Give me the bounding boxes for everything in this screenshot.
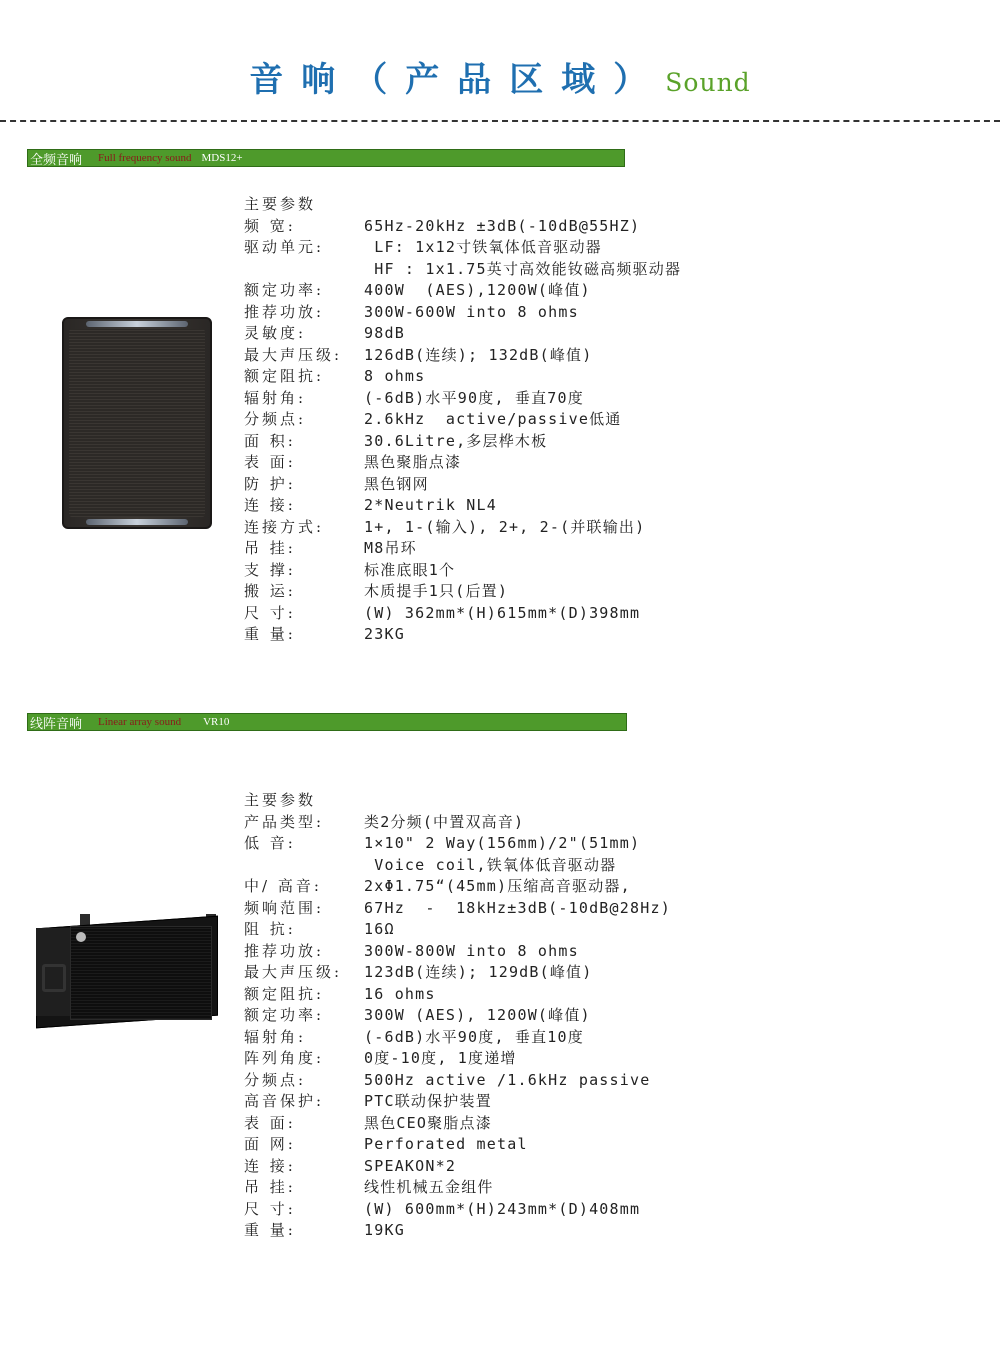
- spec-value: M8吊环: [364, 539, 417, 557]
- spec-label: 灵敏度:: [244, 324, 307, 342]
- spec-label: 连接方式:: [244, 517, 325, 536]
- spec-value: 类2分频(中置双高音): [364, 812, 525, 831]
- spec-row: [244, 898, 671, 920]
- spec-label: 表 面:: [244, 453, 296, 471]
- page-title-en: Sound: [665, 68, 751, 97]
- spec-row: [244, 1113, 671, 1135]
- page-title-cn: 音响（产品区域）: [249, 60, 666, 100]
- spec-label: 辐射角:: [244, 1027, 307, 1046]
- spec-value: (-6dB)水平90度, 垂直10度: [364, 1027, 584, 1046]
- spec-row: [244, 1070, 671, 1092]
- spec-label: 尺 寸:: [244, 603, 296, 622]
- spec-label: 防 护:: [244, 474, 296, 493]
- spec-label: 面 积:: [244, 431, 296, 450]
- spec-row: [244, 603, 681, 625]
- spec-label: 面 网:: [244, 1135, 296, 1153]
- spec-label: 频响范围:: [244, 898, 325, 917]
- spec-row: [244, 919, 671, 941]
- spec-label: 辐射角:: [244, 388, 307, 407]
- spec-label: 最大声压级:: [244, 963, 343, 981]
- spec-row: [244, 1005, 671, 1027]
- spec-row: [244, 280, 681, 302]
- spec-label: 分频点:: [244, 410, 307, 428]
- section-category-en: Full frequency sound: [98, 152, 192, 164]
- spec-value: HF : 1x1.75英寸高效能钕磁高频驱动器: [364, 259, 682, 278]
- spec-value: SPEAKON*2: [364, 1156, 457, 1175]
- spec-label: 吊 挂:: [244, 1178, 296, 1196]
- spec-value: 30.6Litre,多层桦木板: [364, 431, 548, 450]
- spec-label: 推荐功放:: [244, 941, 325, 960]
- spec-value: 2*Neutrik NL4: [364, 496, 497, 514]
- spec-heading: 主要参数: [244, 195, 317, 213]
- spec-value: 98dB: [364, 324, 405, 342]
- spec-row: [244, 962, 671, 984]
- spec-row: [244, 409, 681, 431]
- spec-label: 额定功率:: [244, 1006, 325, 1024]
- spec-value: 23KG: [364, 625, 405, 643]
- spec-label: 推荐功放:: [244, 302, 325, 321]
- spec-value: 黑色聚脂点漆: [364, 453, 462, 471]
- spec-label: 尺 寸:: [244, 1199, 296, 1218]
- spec-label: 连 接:: [244, 496, 296, 514]
- spec-value: (W) 362mm*(H)615mm*(D)398mm: [364, 603, 641, 622]
- spec-value: 123dB(连续); 129dB(峰值): [364, 963, 593, 981]
- spec-value: 400W (AES),1200W(峰值): [364, 281, 591, 299]
- section-bar-full-frequency: [27, 149, 625, 167]
- spec-row: [244, 474, 681, 496]
- page-title: [0, 52, 1000, 101]
- spec-value: 16Ω: [364, 920, 395, 938]
- spec-row: [244, 855, 671, 877]
- spec-value: 2.6kHz active/passive低通: [364, 410, 622, 428]
- spec-label: 中/ 高音:: [244, 877, 322, 895]
- section-model: VR10: [203, 716, 230, 728]
- spec-row: [244, 302, 681, 324]
- spec-value: (W) 600mm*(H)243mm*(D)408mm: [364, 1199, 641, 1218]
- spec-row: [244, 495, 681, 517]
- spec-row: [244, 1027, 671, 1049]
- spec-label: 阵列角度:: [244, 1049, 325, 1067]
- spec-value: 67Hz - 18kHz±3dB(-10dB@28Hz): [364, 898, 671, 917]
- spec-row: [244, 1091, 671, 1113]
- spec-row: [244, 1156, 671, 1178]
- spec-value: Perforated metal: [364, 1135, 528, 1153]
- spec-label: 重 量:: [244, 625, 296, 643]
- spec-value: LF: 1x12寸铁氧体低音驱动器: [364, 238, 602, 256]
- spec-label: [244, 259, 364, 281]
- section-bar-linear-array: [27, 713, 627, 731]
- spec-row: [244, 323, 681, 345]
- spec-label: 重 量:: [244, 1221, 296, 1239]
- spec-value: Voice coil,铁氧体低音驱动器: [364, 855, 617, 874]
- speaker-mds12-image: [62, 317, 212, 529]
- spec-value: 19KG: [364, 1221, 405, 1239]
- spec-label: 额定功率:: [244, 281, 325, 299]
- spec-row: [244, 1199, 671, 1221]
- spec-row: [244, 517, 681, 539]
- spec-row: [244, 1048, 671, 1070]
- spec-label: 驱动单元:: [244, 238, 325, 256]
- spec-value: 黑色CEO聚脂点漆: [364, 1113, 492, 1132]
- spec-value: 500Hz active /1.6kHz passive: [364, 1070, 651, 1089]
- spec-label: 阻 抗:: [244, 920, 296, 938]
- spec-row: [244, 1220, 671, 1242]
- spec-row: [244, 538, 681, 560]
- spec-row: [244, 452, 681, 474]
- spec-value: 黑色钢网: [364, 474, 429, 493]
- section-model: MDS12+: [201, 152, 243, 164]
- spec-row: [244, 984, 671, 1006]
- spec-label: 吊 挂:: [244, 539, 296, 557]
- speaker-vr10-image: [30, 912, 220, 1024]
- spec-value: 标准底眼1个: [364, 560, 456, 579]
- spec-value: 线性机械五金组件: [364, 1178, 494, 1196]
- section-category-cn: 线阵音响: [30, 716, 83, 732]
- spec-label: 额定阻抗:: [244, 367, 325, 385]
- spec-row: [244, 1134, 671, 1156]
- section-category-en: Linear array sound: [98, 716, 182, 728]
- spec-label: 产品类型:: [244, 812, 325, 831]
- spec-label: 分频点:: [244, 1070, 307, 1089]
- spec-row: [244, 624, 681, 646]
- spec-row: [244, 431, 681, 453]
- spec-row: [244, 833, 671, 855]
- spec-label: 连 接:: [244, 1156, 296, 1175]
- spec-label: 表 面:: [244, 1113, 296, 1132]
- spec-row: [244, 941, 671, 963]
- spec-row: [244, 1177, 671, 1199]
- spec-value: 300W-800W into 8 ohms: [364, 941, 579, 960]
- spec-row: [244, 581, 681, 603]
- spec-value: 16 ohms: [364, 984, 436, 1003]
- spec-row: [244, 812, 671, 834]
- spec-value: 300W (AES), 1200W(峰值): [364, 1006, 591, 1024]
- spec-value: 300W-600W into 8 ohms: [364, 302, 579, 321]
- spec-value: 木质提手1只(后置): [364, 582, 509, 600]
- spec-row: [244, 366, 681, 388]
- spec-label: 搬 运:: [244, 582, 296, 600]
- spec-value: (-6dB)水平90度, 垂直70度: [364, 388, 584, 407]
- spec-label: 支 撑:: [244, 560, 296, 579]
- spec-label: 频 宽:: [244, 216, 296, 235]
- spec-label: [244, 855, 364, 877]
- spec-heading: 主要参数: [244, 791, 317, 809]
- spec-value: 8 ohms: [364, 367, 426, 385]
- spec-value: 126dB(连续); 132dB(峰值): [364, 345, 593, 364]
- spec-value: 0度-10度, 1度递增: [364, 1049, 517, 1067]
- spec-label: 高音保护:: [244, 1092, 325, 1110]
- spec-row: [244, 876, 671, 898]
- spec-value: 2xΦ1.75“(45mm)压缩高音驱动器,: [364, 877, 631, 895]
- spec-row: [244, 388, 681, 410]
- spec-list-vr10: [244, 790, 671, 1242]
- section-category-cn: 全频音响: [30, 152, 83, 168]
- spec-list-mds12: [244, 194, 681, 646]
- spec-value: 1+, 1-(输入), 2+, 2-(并联输出): [364, 517, 646, 536]
- spec-label: 最大声压级:: [244, 345, 343, 364]
- spec-row: [244, 237, 681, 259]
- spec-row: [244, 345, 681, 367]
- spec-value: 1×10" 2 Way(156mm)/2"(51mm): [364, 834, 641, 852]
- spec-value: PTC联动保护装置: [364, 1092, 492, 1110]
- spec-label: 低 音:: [244, 834, 296, 852]
- spec-row: [244, 259, 681, 281]
- spec-value: 65Hz-20kHz ±3dB(-10dB@55HZ): [364, 216, 641, 235]
- spec-row: [244, 560, 681, 582]
- spec-label: 额定阻抗:: [244, 984, 325, 1003]
- spec-row: [244, 216, 681, 238]
- dashed-divider: [0, 120, 1000, 122]
